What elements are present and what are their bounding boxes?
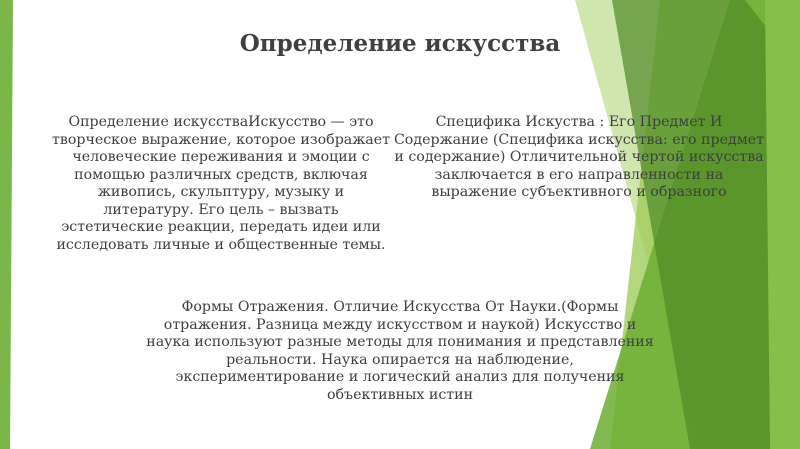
left-edge-shape [0, 0, 13, 449]
slide-title: Определение искусства [239, 30, 561, 57]
art-definition-text: Определение искусстваИскусство — это творческое выражение, которое изображает человеческие переживания и эмоции с помощью различных средств, включая живопись, скульптуру, музыку и литературу. Его цель – вызвать эстетические реакции, передать идеи или исследовать личные и общественные темы. [52, 114, 390, 253]
art-vs-science-text: Формы Отражения. Отличие Искусства От Науки.(Формы отражения. Разница между искусством и наукой) Искусство и наука используют разные методы для понимания и представления реальности. Наука опирается на наблюдение, экспериментирование и логический анализ для получения объективных истин [146, 299, 654, 403]
right-edge-shape [765, 0, 800, 449]
art-specifics-text: Специфика Искуства : Его Предмет И Содержание (Специфика искусства: его предмет и содержание) Отличительной чертой искусства заключается в его направленности на выражение субъективного и образного [393, 114, 765, 200]
